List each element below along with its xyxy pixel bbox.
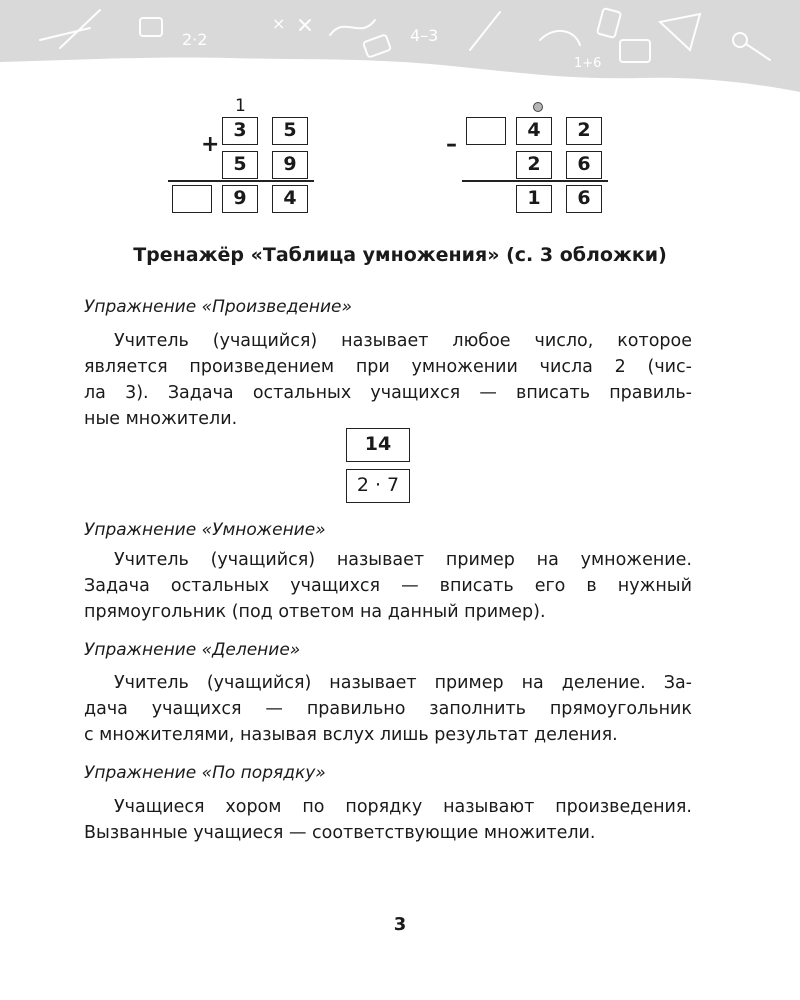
subtrahend-units: 6 bbox=[566, 151, 602, 179]
addend1-tens: 3 bbox=[222, 117, 258, 145]
text-line: с множителями, называя вслух лишь результат деления. bbox=[84, 725, 618, 745]
text-line: Учащиеся хором по порядку называют произведения. bbox=[114, 797, 692, 817]
exercise-title: Упражнение «Произведение» bbox=[84, 297, 352, 317]
doodle-text: × bbox=[272, 14, 286, 33]
section-heading: Тренажёр «Таблица умножения» (с. 3 обложки) bbox=[133, 244, 667, 266]
sum-hundreds bbox=[172, 185, 212, 213]
plus-sign: + bbox=[201, 132, 220, 157]
exercise-text bbox=[84, 328, 692, 432]
product-box: 14 bbox=[346, 428, 410, 462]
text-line: Учитель (учащийся) называет любое число, которое bbox=[114, 331, 692, 351]
exercise-title: Упражнение «По порядку» bbox=[84, 763, 326, 783]
factors-box: 2 · 7 bbox=[346, 469, 410, 503]
text-line: ла 3). Задача остальных учащихся — вписать правиль- bbox=[84, 383, 692, 403]
text-line: дача учащихся — правильно заполнить прямоугольник bbox=[84, 699, 692, 719]
exercise-text bbox=[84, 794, 692, 846]
minus-sign: – bbox=[446, 132, 457, 157]
carry-digit: 1 bbox=[235, 96, 246, 116]
text-line: Вызванные учащиеся — соответствующие множители. bbox=[84, 823, 596, 843]
addend2-units: 9 bbox=[272, 151, 308, 179]
difference-tens: 1 bbox=[516, 185, 552, 213]
text-line: Учитель (учащийся) называет пример на умножение. bbox=[114, 550, 692, 570]
exercise-title: Упражнение «Деление» bbox=[84, 640, 301, 660]
subtrahend-tens: 2 bbox=[516, 151, 552, 179]
difference-rule bbox=[462, 180, 608, 182]
addend1-units: 5 bbox=[272, 117, 308, 145]
difference-units: 6 bbox=[566, 185, 602, 213]
text-line: прямоугольник (под ответом на данный пример). bbox=[84, 602, 546, 622]
exercise-title: Упражнение «Умножение» bbox=[84, 520, 326, 540]
borrow-dot bbox=[533, 102, 543, 112]
header-decorative-band bbox=[0, 0, 800, 100]
exercise-text bbox=[84, 670, 692, 748]
sum-tens: 9 bbox=[222, 185, 258, 213]
text-line: Задача остальных учащихся — вписать его в нужный bbox=[84, 576, 692, 596]
text-line: Учитель (учащийся) называет пример на деление. За- bbox=[114, 673, 692, 693]
minuend-units: 2 bbox=[566, 117, 602, 145]
text-line: является произведением при умножении числа 2 (чис- bbox=[84, 357, 692, 377]
doodle-text: 2·2 bbox=[182, 30, 208, 49]
sum-rule bbox=[168, 180, 314, 182]
minuend-hundreds bbox=[466, 117, 506, 145]
doodle-text: 1+6 bbox=[574, 56, 602, 71]
minuend-tens: 4 bbox=[516, 117, 552, 145]
doodle-text: 4–3 bbox=[410, 26, 439, 45]
text-line: ные множители. bbox=[84, 409, 238, 429]
page-number: 3 bbox=[393, 914, 407, 935]
addend2-tens: 5 bbox=[222, 151, 258, 179]
sum-units: 4 bbox=[272, 185, 308, 213]
exercise-text bbox=[84, 547, 692, 625]
